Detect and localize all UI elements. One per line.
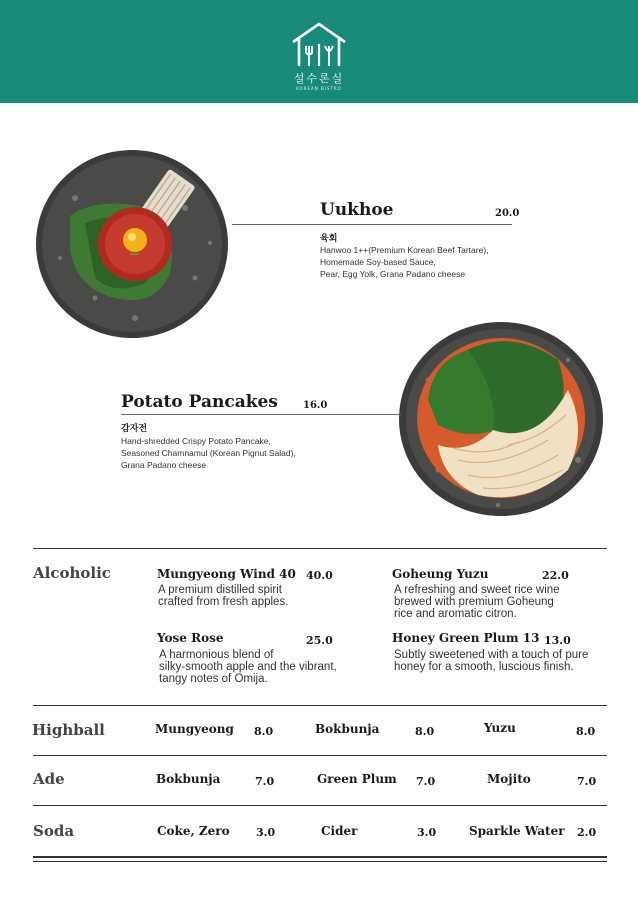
- drink-price: 40.0: [306, 569, 333, 582]
- drink-price: 7.0: [416, 775, 436, 788]
- divider: [232, 224, 512, 225]
- drink-description: A premium distilled spirit crafted from fresh apples.: [158, 584, 289, 608]
- drink-description: Subtly sweetened with a touch of pure honey for a smooth, luscious finish.: [394, 649, 589, 673]
- dish-title: Uukhoe: [320, 200, 394, 220]
- header-bar: [0, 0, 638, 103]
- bottom-rule: [33, 861, 607, 862]
- drink-price: 7.0: [255, 775, 275, 788]
- drink-price: 7.0: [577, 775, 597, 788]
- dish-price: 16.0: [303, 400, 328, 411]
- drink-name: Goheung Yuzu: [392, 567, 489, 581]
- divider: [121, 414, 401, 415]
- drink-price: 3.0: [256, 826, 276, 839]
- category-label: Highball: [32, 721, 105, 739]
- section-divider: [33, 805, 607, 806]
- drink-price: 13.0: [544, 634, 571, 647]
- drink-name: Mungyeong: [155, 722, 234, 736]
- category-label: Soda: [33, 822, 75, 840]
- drink-price: 22.0: [542, 569, 569, 582]
- drink-price: 3.0: [417, 826, 437, 839]
- drink-name: Yuzu: [484, 721, 516, 735]
- potato-pancake-illustration: [398, 320, 604, 518]
- category-label: Alcoholic: [33, 564, 111, 582]
- drink-name: Honey Green Plum 13: [392, 631, 540, 645]
- dish-korean-name: 육회: [320, 234, 338, 244]
- brand-name: 설수론실: [293, 72, 345, 85]
- drink-name: Sparkle Water: [469, 824, 565, 838]
- drink-name: Coke, Zero: [157, 824, 230, 838]
- drink-name: Bokbunja: [315, 722, 380, 736]
- drink-price: 25.0: [306, 634, 333, 647]
- drink-description: A refreshing and sweet rice wine brewed with premium Goheung rice and aromatic citron.: [394, 584, 560, 620]
- section-divider: [33, 755, 607, 756]
- drink-description: A harmonious blend of silky-smooth apple and the vibrant, tangy notes of Omija.: [159, 649, 337, 685]
- dish-title: Potato Pancakes: [121, 392, 278, 412]
- uukhoe-illustration: [35, 148, 230, 340]
- brand-subtitle: KOREAN BISTRO: [296, 86, 342, 91]
- bottom-rule: [33, 856, 607, 858]
- drink-name: Mojito: [487, 772, 531, 786]
- drink-price: 8.0: [576, 725, 596, 738]
- section-divider: [33, 548, 607, 549]
- drink-name: Green Plum: [317, 772, 397, 786]
- drink-name: Yose Rose: [157, 631, 224, 645]
- drink-price: 8.0: [254, 725, 274, 738]
- dish-description: Hand-shredded Crispy Potato Pancake, Seasoned Chamnamul (Korean Pignut Salad), Grana Padano cheese: [121, 436, 296, 470]
- drink-name: Bokbunja: [156, 772, 221, 786]
- section-divider: [33, 705, 607, 706]
- dish-description: Hanwoo 1++(Premium Korean Beef Tartare), Homemade Soy-based Sauce, Pear, Egg Yolk, Grana Padano cheese: [320, 245, 489, 279]
- dish-korean-name: 감자전: [121, 424, 148, 434]
- dish-price: 20.0: [495, 208, 520, 219]
- category-label: Ade: [33, 770, 65, 788]
- drink-name: Cider: [321, 824, 358, 838]
- drink-name: Mungyeong Wind 40: [157, 567, 296, 581]
- drink-price: 2.0: [577, 826, 597, 839]
- drink-price: 8.0: [415, 725, 435, 738]
